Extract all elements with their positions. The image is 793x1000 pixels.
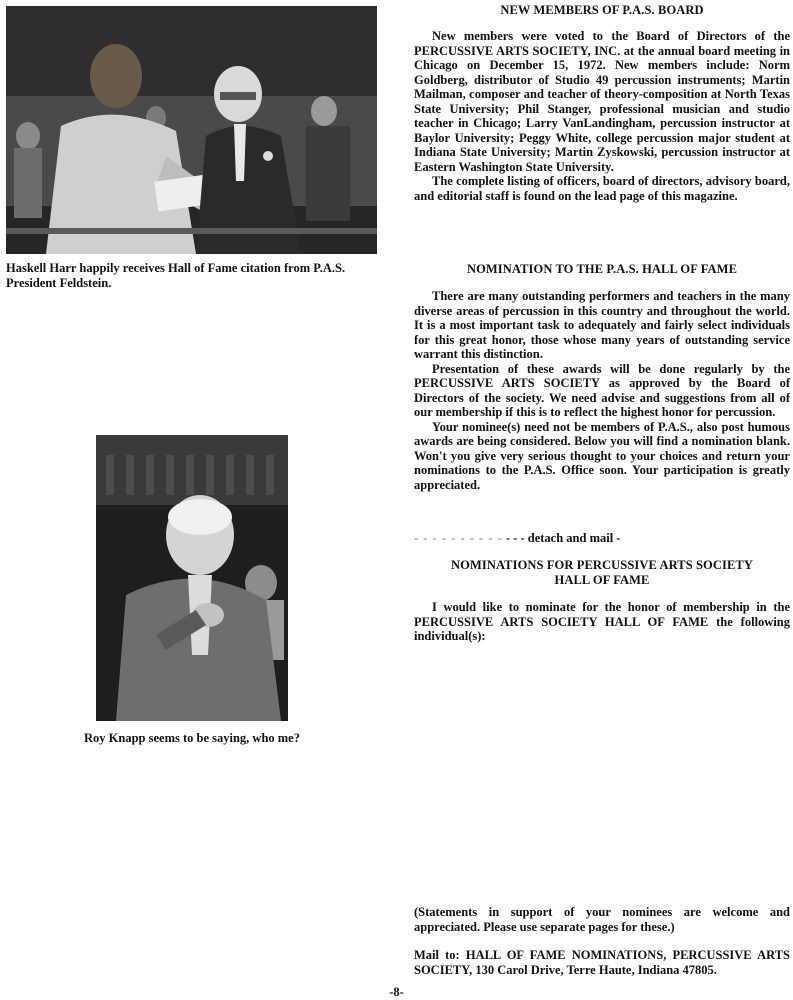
detach-label: - - - detach and mail - [505,531,621,545]
photo-haskell-harr [6,6,377,254]
detach-line [414,531,790,546]
nomination-heading: NOMINATION TO THE P.A.S. HALL OF FAME [466,262,738,276]
form-mail-block [414,948,790,977]
detach-dashes: - - - - - - - - - - [414,531,503,545]
photo-caption-roy-knapp: Roy Knapp seems to be saying, who me? [84,731,300,745]
board-paragraph: The complete listing of officers, board of directors, advisory board, and editorial staff is found on the lead page of this magazine. [414,174,790,203]
form-heading-line2: HALL OF FAME [554,573,650,587]
form-heading-line1: NOMINATIONS FOR PERCUSSIVE ARTS SOCIETY [451,558,753,572]
board-heading: NEW MEMBERS OF P.A.S. BOARD [500,3,704,17]
form-intro: I would like to nominate for the honor of membership in the PERCUSSIVE ARTS SOCIETY HALL OF FAME the following individual(s): [414,600,790,643]
photo-roy-knapp [96,435,288,721]
board-article [414,29,790,203]
form-statements: (Statements in support of your nominees are welcome and appreciated. Please use separate pages for these.) [414,905,790,934]
nomination-paragraph: There are many outstanding performers and teachers in the many diverse areas of percussion in this country and throughout the world. It is a most important task to adequately and fairly select individuals for this great honor, those whose many years of outstanding service warrant this distinction. [414,289,790,361]
form-statements-block [414,905,790,934]
form-intro-block [414,600,790,644]
nomination-paragraph: Your nominee(s) need not be members of P.A.S., also post humous awards are being considered. Below you will find a nomination blank. Won't you give very serious thought to your choices and return your nominations to the P.A.S. Office soon. Your participation is greatly appreciated. [414,419,790,492]
board-paragraph: New members were voted to the Board of Directors of the PERCUSSIVE ARTS SOCIETY, INC. at the annual board meeting in Chicago on December 15, 1972. New members include: Norm Goldberg, distributor of Studio 49 percussion instruments; Martin Mailman, composer and teacher of theory-composition at North Texas State University; Phil Stanger, professional musician and studio teacher in Chicago; Larry VanLandingham, percussion instructor at Baylor University; Peggy White, college percussion major student at Indiana State University; Martin Zyskowski, percussion instructor at Eastern Washington State University. [414,29,790,174]
nomination-article [414,289,790,492]
nomination-paragraph: Presentation of these awards will be done regularly by the PERCUSSIVE ARTS SOCIETY as approved by the Board of Directors of the society. We need advise and suggestions from all of our membership if this is to reflect the highest honor for percussion. [414,361,790,419]
photo-caption-haskell-harr: Haskell Harr happily receives Hall of Fame citation from P.A.S. President Feldstein. [6,261,346,290]
form-mail-to: Mail to: HALL OF FAME NOMINATIONS, PERCUSSIVE ARTS SOCIETY, 130 Carol Drive, Terre Haute, Indiana 47805. [414,948,790,977]
page-number: -8- [389,985,404,999]
